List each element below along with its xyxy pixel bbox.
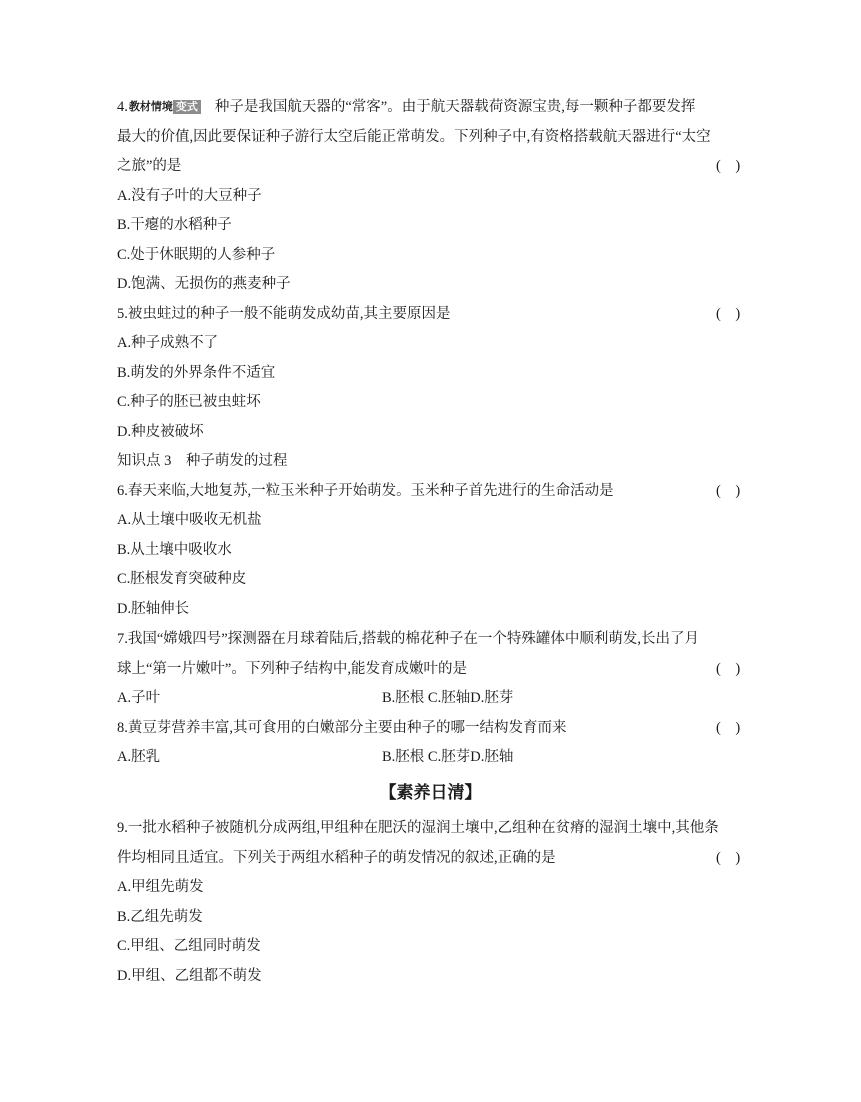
q9-option-a: A.甲组先萌发: [117, 879, 204, 895]
section-heading: 【素养日清】: [379, 783, 482, 803]
q7-stem-line-2: 球上“第一片嫩叶”。下列种子结构中,能发育成嫩叶的是: [117, 661, 467, 677]
knowledge-point-heading: 知识点 3 种子萌发的过程: [117, 453, 288, 469]
q4-stem-line-3: 之旅”的是: [117, 158, 182, 174]
q5-option-a: A.种子成熟不了: [117, 335, 219, 351]
q7-answer-blank: ( ): [716, 661, 741, 677]
q9-answer-blank: ( ): [716, 850, 741, 866]
q4-stem-line-1: 种子是我国航天器的“常客”。由于航天器载荷资源宝贵,每一颗种子都要发挥: [214, 99, 696, 115]
q5-option-c: C.种子的胚已被虫蛀坏: [117, 394, 261, 410]
q5-stem: 5.被虫蛀过的种子一般不能萌发成幼苗,其主要原因是: [117, 306, 451, 322]
q9-stem-line-2: 件均相同且适宜。下列关于两组水稻种子的萌发情况的叙述,正确的是: [117, 850, 556, 866]
q7-stem-line-1: 7.我国“嫦娥四号”探测器在月球着陆后,搭载的棉花种子在一个特殊罐体中顺利萌发,长出了月: [117, 631, 699, 647]
variant-tag: 变式: [173, 100, 201, 114]
q7-option-a: A.子叶: [117, 690, 161, 706]
q9-option-b: B.乙组先萌发: [117, 909, 203, 925]
textbook-context-tag: 教材情境: [128, 100, 173, 113]
q9-option-d: D.甲组、乙组都不萌发: [117, 968, 262, 984]
q8-answer-blank: ( ): [716, 720, 741, 736]
q7-options-bcd: B.胚根 C.胚轴D.胚芽: [382, 690, 514, 706]
q4-option-c: C.处于休眠期的人参种子: [117, 247, 276, 263]
q4-option-d: D.饱满、无损伤的燕麦种子: [117, 276, 291, 292]
q8-stem: 8.黄豆芽营养丰富,其可食用的白嫩部分主要由种子的哪一结构发育而来: [117, 720, 567, 736]
q6-option-c: C.胚根发育突破种皮: [117, 571, 247, 587]
q4-line-1: [117, 97, 695, 117]
q6-answer-blank: ( ): [716, 483, 741, 499]
q6-stem: 6.春天来临,大地复苏,一粒玉米种子开始萌发。玉米种子首先进行的生命活动是: [117, 483, 614, 499]
q4-option-a: A.没有子叶的大豆种子: [117, 188, 262, 204]
q9-stem-line-1: 9.一批水稻种子被随机分成两组,甲组种在肥沃的湿润土壤中,乙组种在贫瘠的湿润土壤中,其他条: [117, 820, 719, 836]
q6-option-d: D.胚轴伸长: [117, 601, 190, 617]
q6-option-b: B.从土壤中吸收水: [117, 542, 232, 558]
q5-option-b: B.萌发的外界条件不适宜: [117, 365, 276, 381]
q4-number: 4.: [117, 99, 128, 115]
q6-option-a: A.从土壤中吸收无机盐: [117, 512, 262, 528]
q9-option-c: C.甲组、乙组同时萌发: [117, 938, 261, 954]
q5-answer-blank: ( ): [716, 306, 741, 322]
q4-answer-blank: ( ): [716, 158, 741, 174]
q4-option-b: B.干瘪的水稻种子: [117, 217, 232, 233]
q8-option-a: A.胚乳: [117, 749, 161, 765]
q5-option-d: D.种皮被破坏: [117, 424, 204, 440]
q4-stem-line-2: 最大的价值,因此要保证种子游行太空后能正常萌发。下列种子中,有资格搭载航天器进行“太空: [117, 129, 711, 145]
q8-options-bcd: B.胚根 C.胚芽D.胚轴: [382, 749, 514, 765]
